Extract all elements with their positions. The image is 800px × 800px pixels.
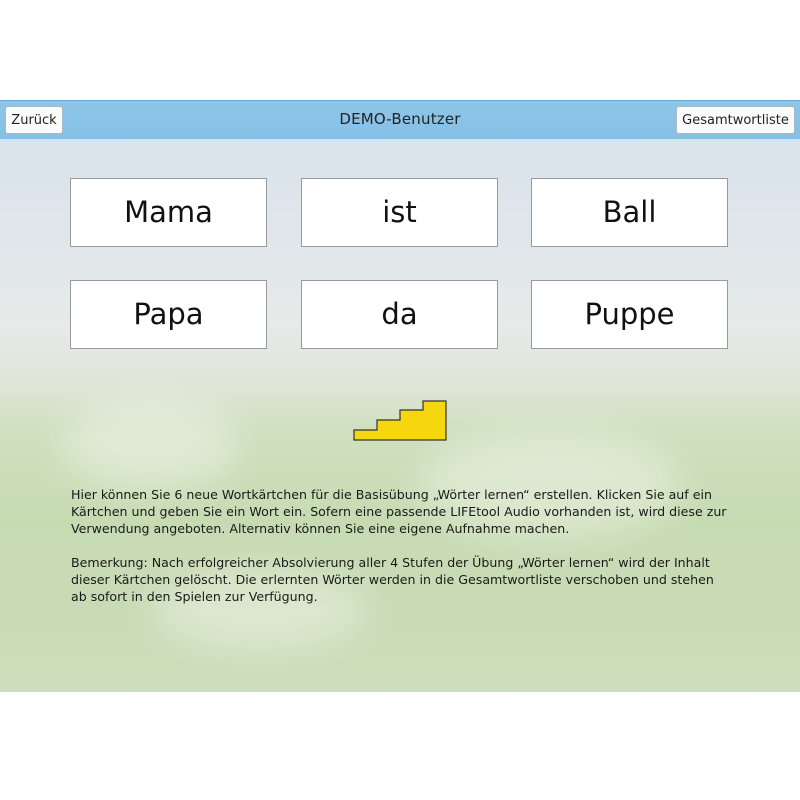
word-card[interactable]: Papa — [70, 280, 267, 349]
word-card[interactable]: da — [301, 280, 498, 349]
word-list-button[interactable]: Gesamtwortliste — [676, 106, 795, 134]
back-button[interactable]: Zurück — [5, 106, 63, 134]
stairs-icon — [353, 400, 447, 441]
word-card[interactable]: Mama — [70, 178, 267, 247]
info-text: Hier können Sie 6 neue Wortkärtchen für die Basisübung „Wörter lernen“ erstellen. Klicken Sie auf ein Kärtchen und geben Sie ein Wort ein. Sofern eine passende LIFEtool Audio vorhanden ist, wird diese zur Verwendung angeboten. Alternativ können Sie eine eigene Aufnahme machen. — [71, 487, 727, 536]
word-card[interactable]: ist — [301, 178, 498, 247]
title-bar — [0, 100, 800, 139]
word-card[interactable]: Puppe — [531, 280, 728, 349]
background-haze — [60, 400, 240, 490]
word-card[interactable]: Ball — [531, 178, 728, 247]
remark-text: Bemerkung: Nach erfolgreicher Absolvierung aller 4 Stufen der Übung „Wörter lernen“ wird der Inhalt dieser Kärtchen gelöscht. Die erlernten Wörter werden in die Gesamtwortliste verschoben und stehen ab sofort in den Spielen zur Verfügung. — [71, 555, 714, 604]
page-title: DEMO-Benutzer — [339, 110, 461, 128]
app-window — [0, 100, 800, 700]
